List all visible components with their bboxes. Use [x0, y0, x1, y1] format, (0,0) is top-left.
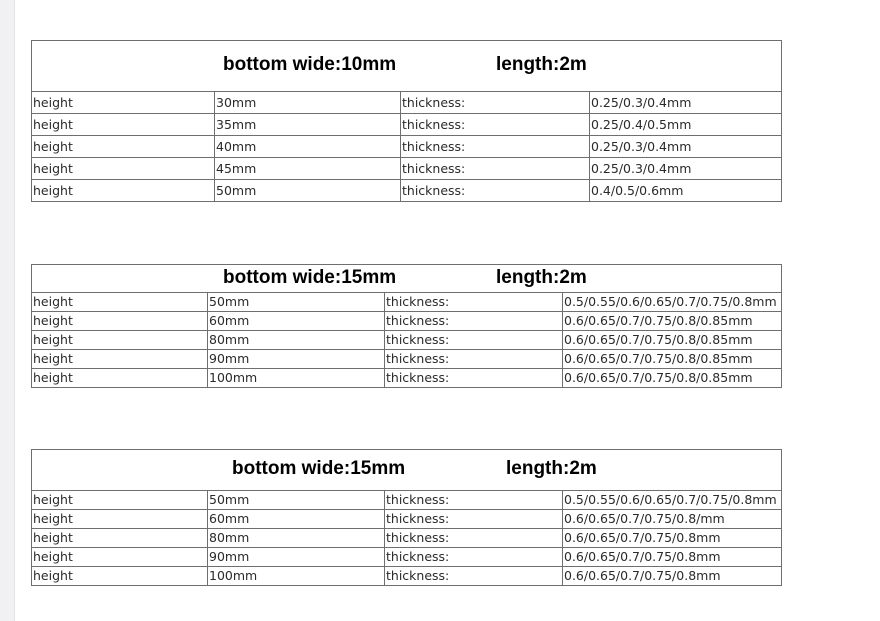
thickness-value: 0.6/0.65/0.7/0.75/0.8/0.85mm: [563, 350, 782, 369]
height-value: 90mm: [208, 350, 385, 369]
spec-table-bottom-wide-15mm-b: [31, 449, 782, 586]
bottom-wide-heading: bottom wide:15mm: [232, 458, 406, 479]
height-value: 30mm: [215, 92, 401, 114]
thickness-label: thickness:: [401, 114, 590, 136]
height-value: 80mm: [208, 331, 385, 350]
height-value: 50mm: [215, 180, 401, 202]
thickness-label: thickness:: [385, 350, 563, 369]
thickness-label: thickness:: [401, 92, 590, 114]
thickness-label: thickness:: [385, 331, 563, 350]
table-header-cell: [32, 450, 782, 491]
thickness-value: 0.5/0.55/0.6/0.65/0.7/0.75/0.8mm: [563, 293, 782, 312]
thickness-label: thickness:: [385, 548, 563, 567]
height-label: height: [32, 350, 208, 369]
height-value: 35mm: [215, 114, 401, 136]
thickness-value: 0.6/0.65/0.7/0.75/0.8/0.85mm: [563, 331, 782, 350]
height-label: height: [32, 331, 208, 350]
height-value: 50mm: [208, 491, 385, 510]
thickness-label: thickness:: [385, 369, 563, 388]
height-label: height: [32, 529, 208, 548]
height-label: height: [32, 548, 208, 567]
table-row: [32, 369, 782, 388]
height-label: height: [32, 293, 208, 312]
table-header-row: [32, 450, 782, 491]
table-row: [32, 491, 782, 510]
thickness-label: thickness:: [401, 180, 590, 202]
thickness-label: thickness:: [401, 158, 590, 180]
height-label: height: [32, 114, 215, 136]
thickness-value: 0.6/0.65/0.7/0.75/0.8/0.85mm: [563, 369, 782, 388]
table-row: [32, 136, 782, 158]
thickness-value: 0.25/0.3/0.4mm: [590, 136, 782, 158]
table-row: [32, 548, 782, 567]
table-row: [32, 293, 782, 312]
thickness-value: 0.6/0.65/0.7/0.75/0.8/mm: [563, 510, 782, 529]
thickness-value: 0.6/0.65/0.7/0.75/0.8mm: [563, 548, 782, 567]
table-header-row: [32, 41, 782, 92]
thickness-value: 0.4/0.5/0.6mm: [590, 180, 782, 202]
table-header-row: [32, 265, 782, 293]
height-label: height: [32, 369, 208, 388]
bottom-wide-heading: bottom wide:15mm: [223, 266, 397, 288]
height-label: height: [32, 92, 215, 114]
table-header-cell: [32, 265, 782, 293]
bottom-wide-heading: bottom wide:10mm: [223, 54, 397, 75]
table-row: [32, 331, 782, 350]
height-label: height: [32, 158, 215, 180]
spec-table-bottom-wide-15mm-a: [31, 264, 782, 388]
thickness-label: thickness:: [385, 567, 563, 586]
height-label: height: [32, 491, 208, 510]
height-value: 100mm: [208, 369, 385, 388]
height-label: height: [32, 136, 215, 158]
height-label: height: [32, 180, 215, 202]
thickness-value: 0.25/0.3/0.4mm: [590, 158, 782, 180]
height-value: 100mm: [208, 567, 385, 586]
thickness-value: 0.25/0.4/0.5mm: [590, 114, 782, 136]
thickness-label: thickness:: [385, 510, 563, 529]
height-value: 50mm: [208, 293, 385, 312]
table-header-cell: [32, 41, 782, 92]
thickness-label: thickness:: [385, 529, 563, 548]
length-heading: length:2m: [506, 458, 597, 479]
height-value: 45mm: [215, 158, 401, 180]
height-value: 80mm: [208, 529, 385, 548]
height-label: height: [32, 510, 208, 529]
thickness-label: thickness:: [385, 491, 563, 510]
height-value: 90mm: [208, 548, 385, 567]
length-heading: length:2m: [496, 266, 587, 288]
spec-table-bottom-wide-10mm: [31, 40, 782, 202]
height-value: 60mm: [208, 312, 385, 331]
thickness-label: thickness:: [385, 312, 563, 331]
table-row: [32, 92, 782, 114]
table-row: [32, 350, 782, 369]
thickness-value: 0.6/0.65/0.7/0.75/0.8mm: [563, 567, 782, 586]
table-row: [32, 529, 782, 548]
height-label: height: [32, 567, 208, 586]
thickness-value: 0.25/0.3/0.4mm: [590, 92, 782, 114]
table-row: [32, 567, 782, 586]
table-row: [32, 114, 782, 136]
height-label: height: [32, 312, 208, 331]
height-value: 40mm: [215, 136, 401, 158]
length-heading: length:2m: [496, 54, 587, 75]
left-margin-strip: [0, 0, 15, 621]
thickness-label: thickness:: [385, 293, 563, 312]
table-row: [32, 180, 782, 202]
table-row: [32, 510, 782, 529]
height-value: 60mm: [208, 510, 385, 529]
table-row: [32, 158, 782, 180]
table-row: [32, 312, 782, 331]
thickness-label: thickness:: [401, 136, 590, 158]
thickness-value: 0.5/0.55/0.6/0.65/0.7/0.75/0.8mm: [563, 491, 782, 510]
thickness-value: 0.6/0.65/0.7/0.75/0.8/0.85mm: [563, 312, 782, 331]
thickness-value: 0.6/0.65/0.7/0.75/0.8mm: [563, 529, 782, 548]
